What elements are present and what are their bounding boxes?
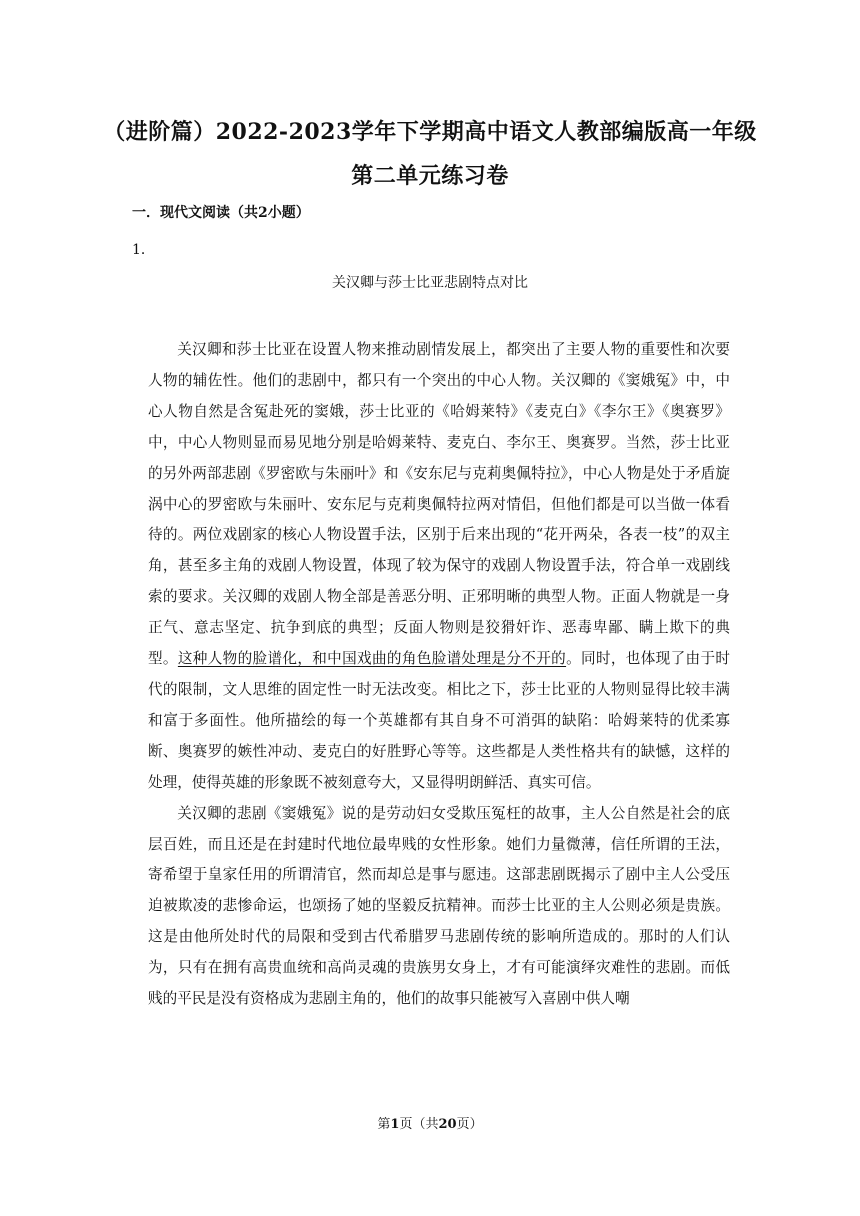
footer-total-pages: 20 xyxy=(438,1117,457,1132)
paragraph-1-text-before: 关汉卿和莎士比亚在设置人物来推动剧情发展上，都突出了主要人物的重要性和次要人物的辅佐性。他们的悲剧中，都只有一个突出的中心人物。关汉卿的《窦娥冤》中，中心人物自然是含冤赴死的窦娥，莎士比亚的《哈姆莱特》《麦克白》《李尔王》《奥赛罗》中，中心人物则显而易见地分别是哈姆莱特、麦克白、李尔王、奥赛罗。当然，莎士比亚的另外两部悲剧《罗密欧与朱丽叶》和《安东尼与克莉奥佩特拉》，中心人物是处于矛盾旋涡中心的罗密欧与朱丽叶、安东尼与克莉奥佩特拉两对情侣，但他们都是可以当做一体看待的。两位戏剧家的核心人物设置手法，区别于后来出现的“花开两朵，各表一枝”的双主角，甚至多主角的戏剧人物设置，体现了较为保守的戏剧人物设置手法，符合单一戏剧线索的要求。关汉卿的戏剧人物全部是善恶分明、正邪明晰的典型人物。正面人物就是一身正气、意志坚定、抗争到底的典型；反面人物则是狡猾奸诈、恶毒卑鄙、瞒上欺下的典型。 xyxy=(148,341,730,668)
underlined-sentence: 这种人物的脸谱化，和中国戏曲的角色脸谱处理是分不开的 xyxy=(177,650,567,668)
footer-current-page: 1 xyxy=(390,1117,400,1132)
article-body xyxy=(148,335,730,1015)
footer-suffix: 页） xyxy=(456,1117,483,1132)
article-paragraph-1 xyxy=(148,335,730,799)
article-paragraph-2: 关汉卿的悲剧《窦娥冤》说的是劳动妇女受欺压冤枉的故事，主人公自然是社会的底层百姓，而且还是在封建时代地位最卑贱的女性形象。她们力量微薄，信任所谓的王法，寄希望于皇家任用的所谓清官，然而却总是事与愿违。这部悲剧既揭示了剧中主人公受压迫被欺凌的悲惨命运，也颂扬了她的坚毅反抗精神。而莎士比亚的主人公则必须是贵族。这是由他所处时代的局限和受到古代希腊罗马悲剧传统的影响所造成的。那时的人们认为，只有在拥有高贵血统和高尚灵魂的贵族男女身上，才有可能演绎灾难性的悲剧。而低贱的平民是没有资格成为悲剧主角的，他们的故事只能被写入喜剧中供人嘲 xyxy=(148,804,730,1008)
document-title-line-2: 第二单元练习卷 xyxy=(351,163,509,189)
article-title: 关汉卿与莎士比亚悲剧特点对比 xyxy=(332,275,528,291)
document-title-line-1: （进阶篇）2022-2023学年下学期高中语文人教部编版高一年级 xyxy=(103,119,757,145)
section-heading: 一．现代文阅读（共2小题） xyxy=(132,205,310,221)
page-footer xyxy=(0,1113,860,1132)
question-number: 1． xyxy=(132,242,155,258)
footer-middle: 页（共 xyxy=(399,1117,439,1132)
paragraph-1-text-after: 。同时，也体现了由于时代的限制，文人思维的固定性一时无法改变。相比之下，莎士比亚的人物则显得比较丰满和富于多面性。他所描绘的每一个英雄都有其自身不可消弭的缺陷：哈姆莱特的优柔寡断、奥赛罗的嫉性冲动、麦克白的好胜野心等等。这些都是人类性格共有的缺憾，这样的处理，使得英雄的形象既不被刻意夸大，又显得明朗鲜活、真实可信。 xyxy=(148,650,730,791)
footer-prefix: 第 xyxy=(377,1117,391,1132)
